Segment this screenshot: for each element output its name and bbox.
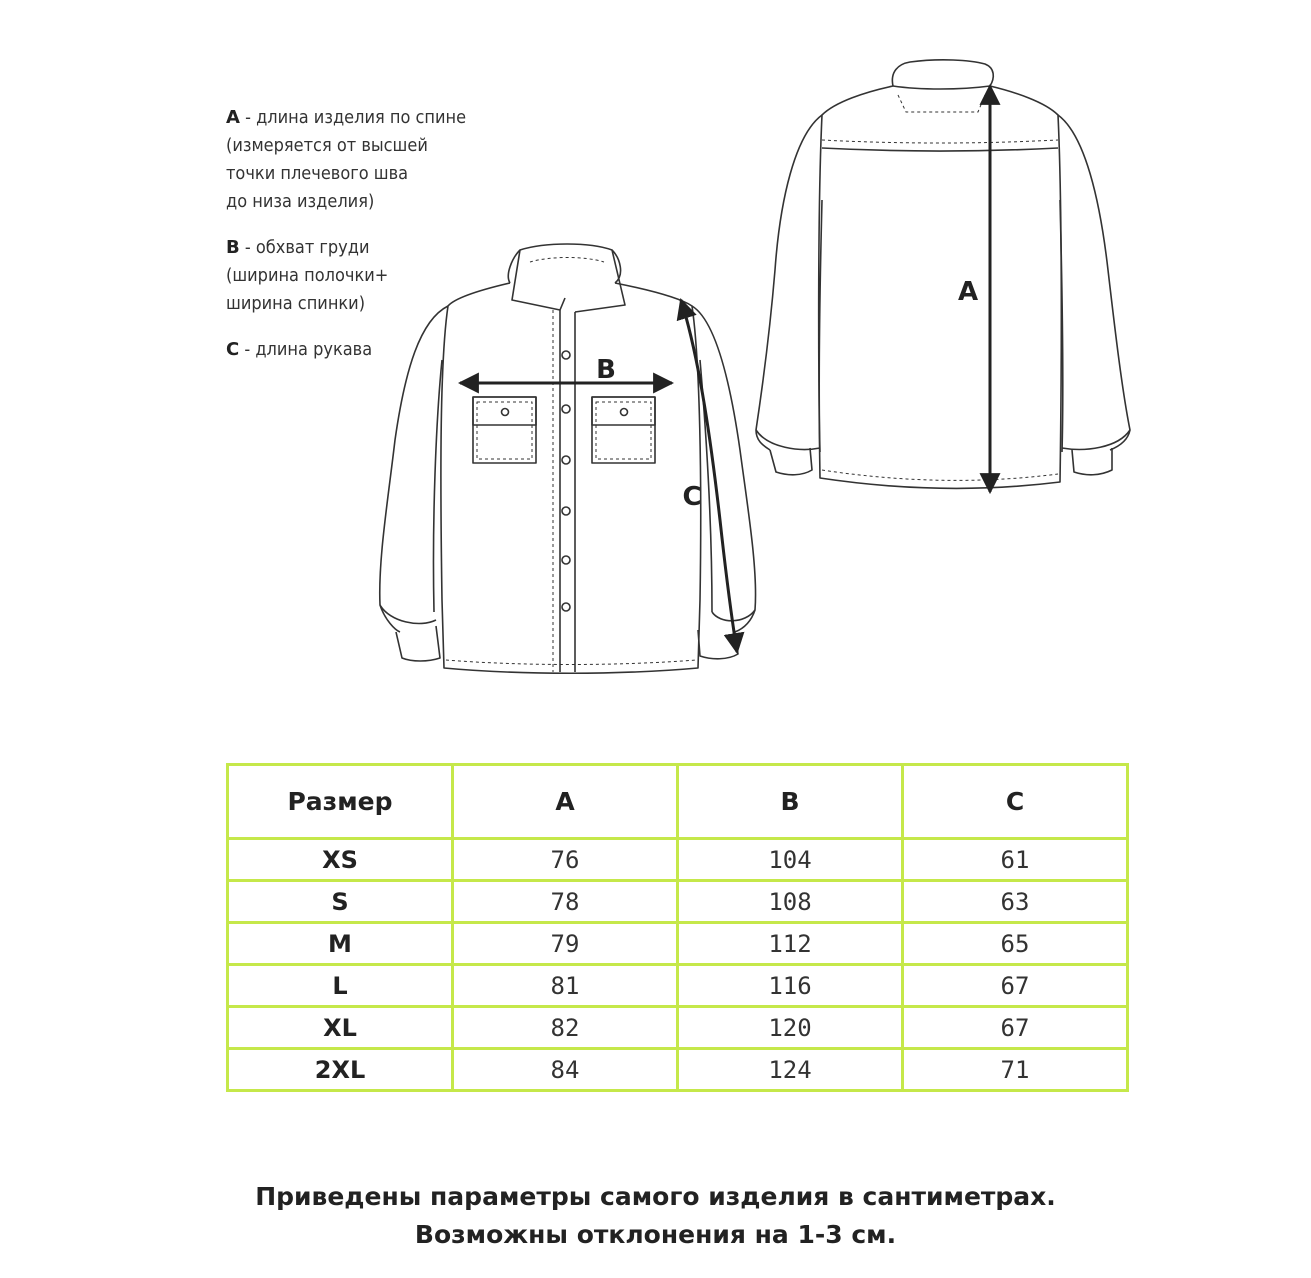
legend-text: - длина изделия по спине [245, 107, 467, 128]
value-cell-c: 67 [903, 1007, 1128, 1049]
value-cell-a: 81 [453, 965, 678, 1007]
table-row [228, 923, 1128, 965]
legend-text: - обхват груди [244, 237, 370, 258]
value-cell-b: 104 [678, 839, 903, 881]
value-cell-a: 76 [453, 839, 678, 881]
size-cell: M [228, 923, 453, 965]
table-row [228, 881, 1128, 923]
table-row [228, 839, 1128, 881]
value-cell-b: 112 [678, 923, 903, 965]
value-cell-a: 84 [453, 1049, 678, 1091]
value-cell-b: 116 [678, 965, 903, 1007]
legend-text: точки плечевого шва [226, 163, 409, 184]
header-b: B [678, 765, 903, 839]
table-row [228, 1049, 1128, 1091]
front-shirt-drawing [380, 244, 756, 673]
value-cell-c: 63 [903, 881, 1128, 923]
legend-letter: B [226, 237, 240, 258]
diagram-label-b: B [596, 355, 616, 385]
size-cell: XL [228, 1007, 453, 1049]
legend-text: (ширина полочки+ [226, 265, 389, 286]
table-header-row [228, 765, 1128, 839]
legend-text: до низа изделия) [226, 191, 375, 212]
table-row [228, 965, 1128, 1007]
c-measure-arrow [681, 300, 737, 652]
value-cell-a: 78 [453, 881, 678, 923]
value-cell-b: 108 [678, 881, 903, 923]
header-a: A [453, 765, 678, 839]
diagram-label-c: C [682, 482, 702, 512]
table-row [228, 1007, 1128, 1049]
header-c: C [903, 765, 1128, 839]
value-cell-b: 120 [678, 1007, 903, 1049]
size-cell: XS [228, 839, 453, 881]
back-shirt-drawing [756, 60, 1130, 489]
size-cell: L [228, 965, 453, 1007]
legend-text: - длина рукава [244, 339, 373, 360]
value-cell-a: 82 [453, 1007, 678, 1049]
value-cell-c: 61 [903, 839, 1128, 881]
value-cell-c: 71 [903, 1049, 1128, 1091]
footer-note-line1: Приведены параметры самого изделия в сантиметрах. [255, 1182, 1056, 1211]
size-cell: 2XL [228, 1049, 453, 1091]
legend-text: (измеряется от высшей [226, 135, 428, 156]
size-chart-table [226, 763, 1129, 1092]
footer-note-line2: Возможны отклонения на 1-3 см. [414, 1220, 897, 1249]
legend-letter: A [226, 107, 240, 128]
value-cell-c: 67 [903, 965, 1128, 1007]
value-cell-c: 65 [903, 923, 1128, 965]
size-cell: S [228, 881, 453, 923]
value-cell-b: 124 [678, 1049, 903, 1091]
header-size: Размер [228, 765, 453, 839]
value-cell-a: 79 [453, 923, 678, 965]
legend-text: ширина спинки) [226, 293, 366, 314]
diagram-label-a: A [957, 277, 979, 307]
legend-letter: C [226, 339, 240, 360]
